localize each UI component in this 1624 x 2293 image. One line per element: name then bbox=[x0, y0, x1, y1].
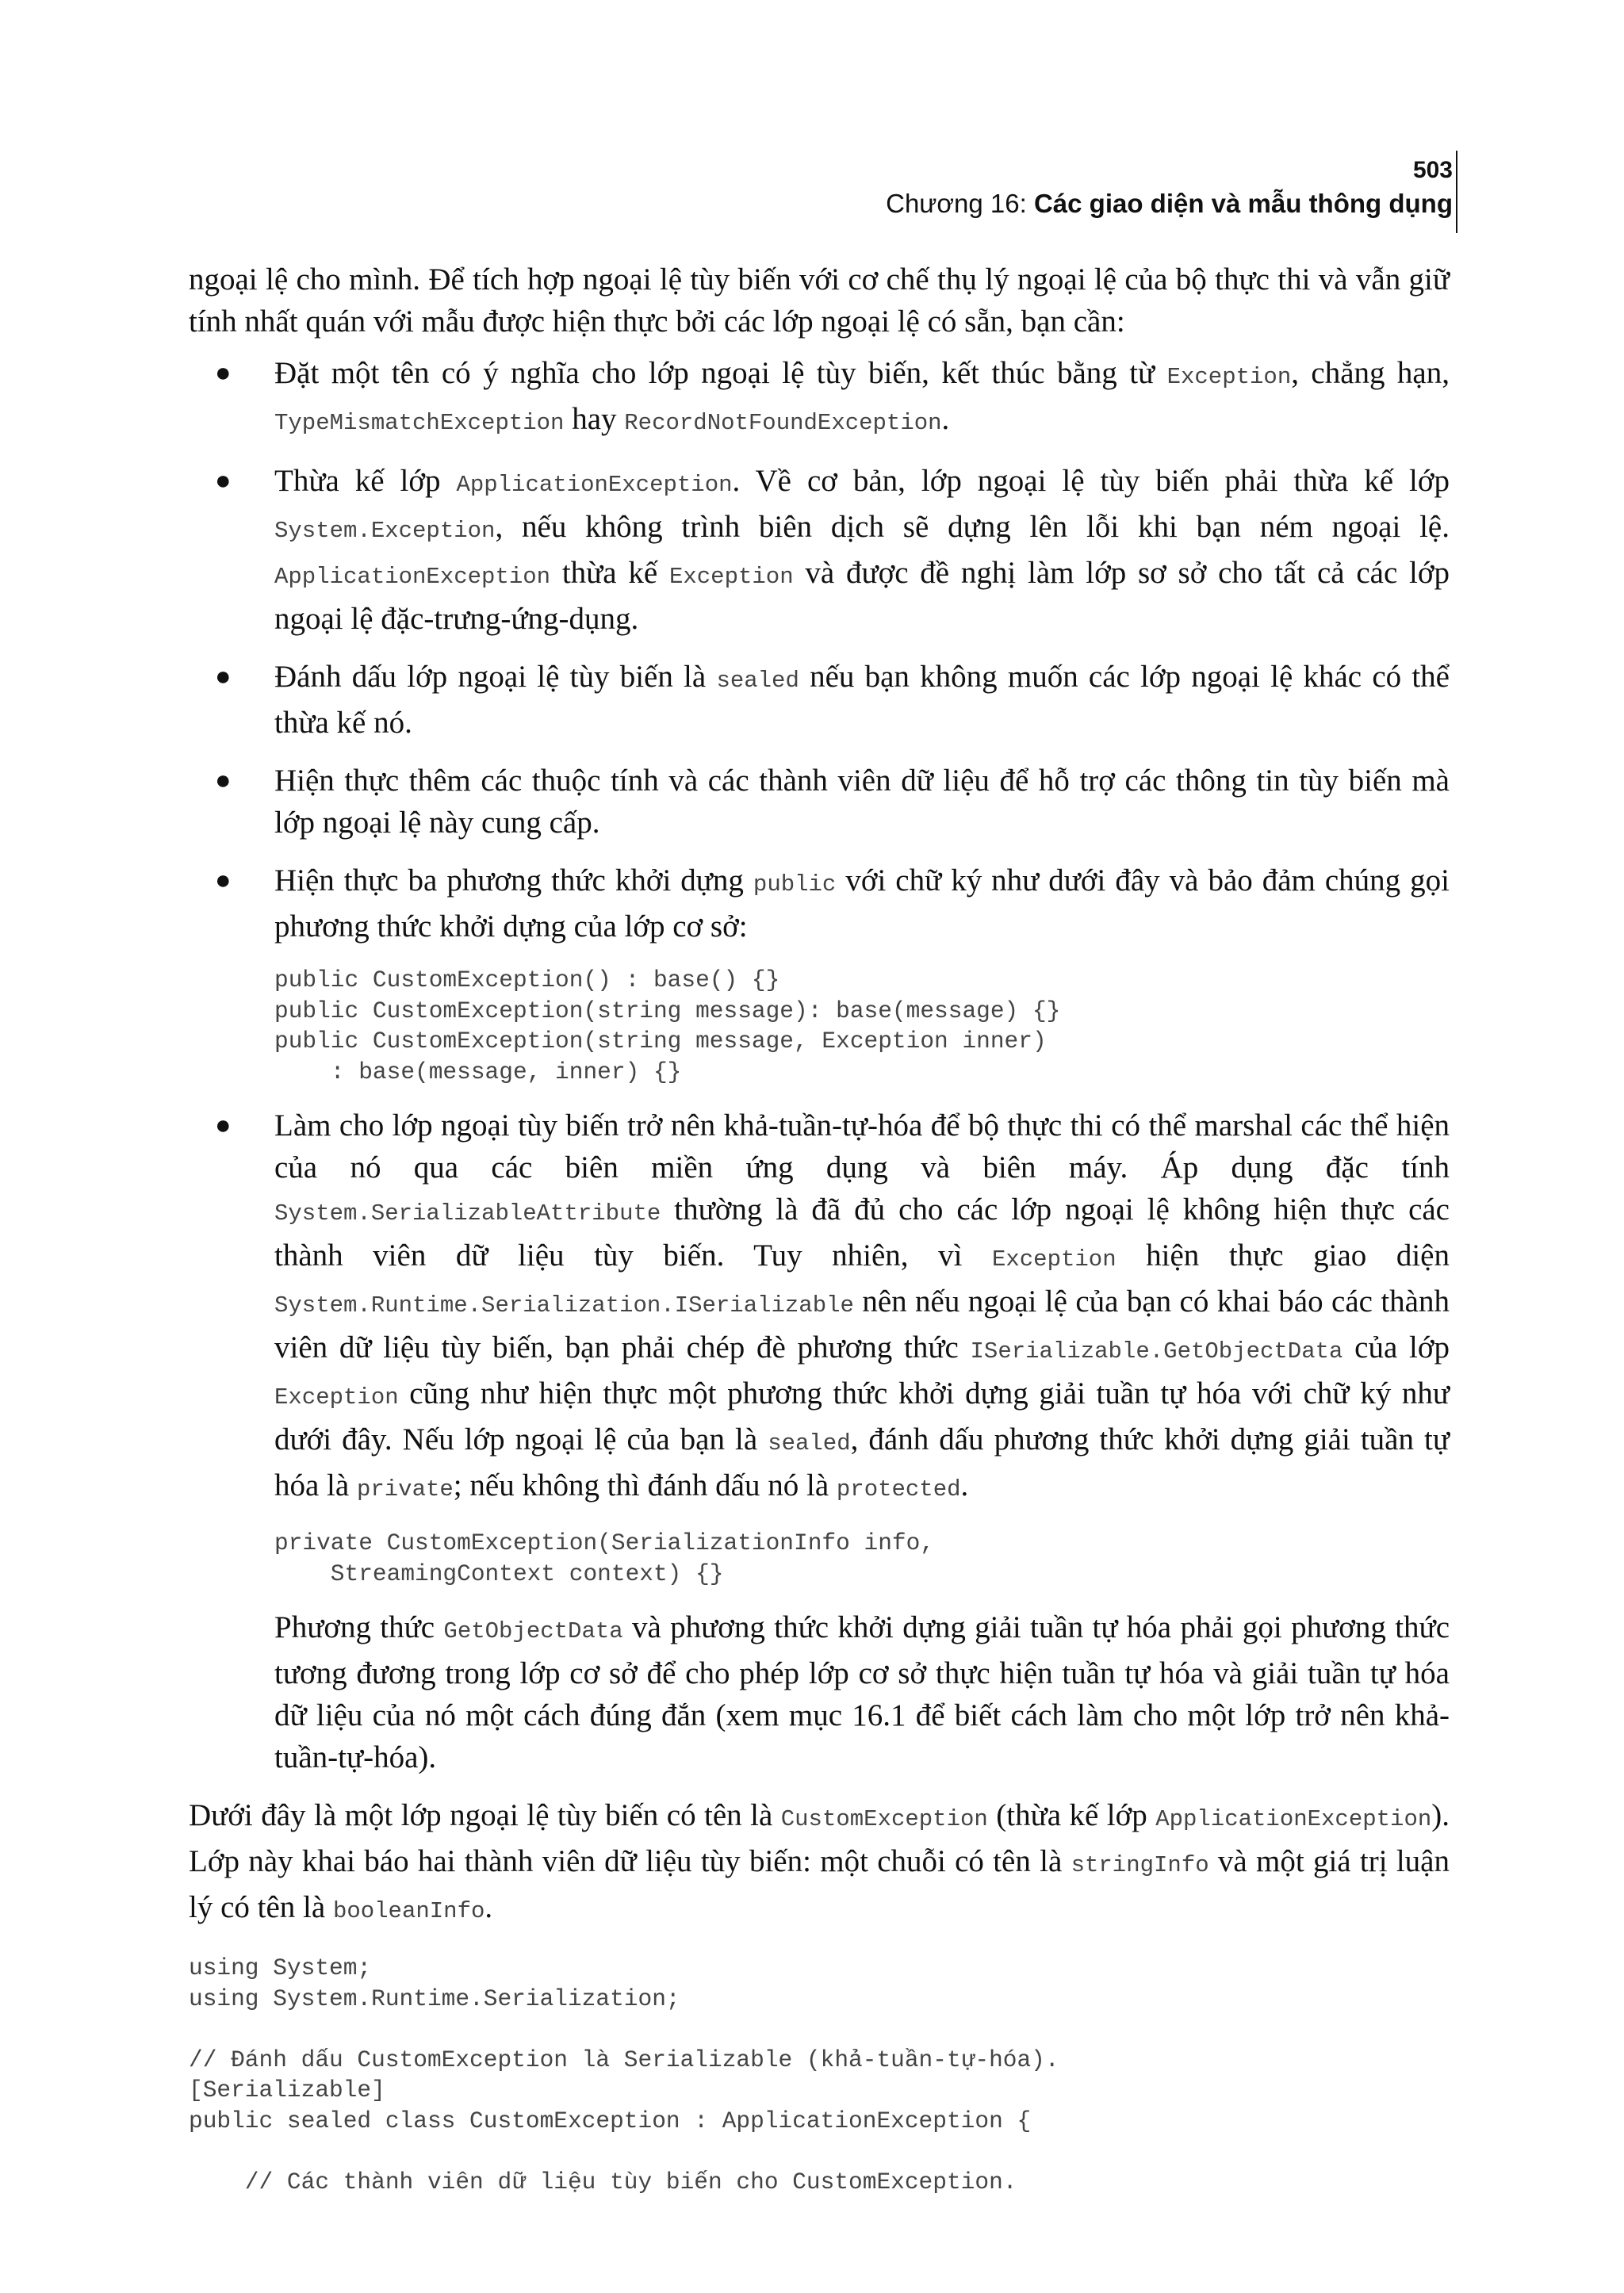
deserialization-code-block: private CustomException(SerializationInfo info, StreamingContext context) {} bbox=[274, 1529, 935, 1587]
chapter-title: Các giao diện và mẫu thông dụng bbox=[1033, 189, 1453, 218]
page-header bbox=[886, 155, 1453, 222]
list-item bbox=[189, 1104, 1450, 1778]
constructor-code-block: public CustomException() : base() {} public CustomException(string message): base(message) {} public CustomException(string message, Exception inner) : base(message, inner) {} bbox=[274, 967, 1061, 1085]
page-number: 503 bbox=[1412, 157, 1453, 183]
custom-exception-code-block: using System; using System.Runtime.Serialization; // Đánh dấu CustomException là Serializable (khả-tuần-tự-hóa). [Serializable] public sealed class CustomException : ApplicationException { // Các thành viên dữ liệu tùy biến cho CustomException. bbox=[189, 1954, 1059, 2195]
chapter-prefix: Chương 16: bbox=[886, 189, 1034, 218]
bullet-icon: ● bbox=[215, 866, 232, 895]
list-item-text: Hiện thực thêm các thuộc tính và các thành viên dữ liệu để hỗ trợ các thông tin tùy biến mà lớp ngoại lệ này cung cấp. bbox=[274, 764, 1450, 840]
bullet-icon: ● bbox=[215, 766, 232, 795]
bullet-icon: ● bbox=[215, 358, 232, 388]
list-item bbox=[189, 859, 1450, 1087]
list-item-text: Đặt một tên có ý nghĩa cho lớp ngoại lệ tùy biến, kết thúc bằng từ Exception, chẳng hạn, TypeMismatchException hay RecordNotFoundException. bbox=[274, 356, 1450, 436]
outro-paragraph: Dưới đây là một lớp ngoại lệ tùy biến có tên là CustomException (thừa kế lớp ApplicationException). Lớp này khai báo hai thành viên dữ liệu tùy biến: một chuỗi có tên là stringInfo và một giá trị luận lý có tên là booleanInfo. bbox=[189, 1798, 1450, 1924]
list-item-text: Làm cho lớp ngoại tùy biến trở nên khả-tuần-tự-hóa để bộ thực thi có thể marshal các thể hiện của nó qua các biên miền ứng dụng và biên máy. Áp dụng đặc tính System.SerializableAttribute thường là đã đủ cho các lớp ngoại lệ không hiện thực các thành viên dữ liệu tùy biến. Tuy nhiên, vì Exception hiện thực giao diện System.Runtime.Serialization.ISerializable nên nếu ngoại lệ của bạn có khai báo các thành viên dữ liệu tùy biến, bạn phải chép đè phương thức ISerializable.GetObjectData của lớp Exception cũng như hiện thực một phương thức khởi dựng giải tuần tự hóa với chữ ký như dưới đây. Nếu lớp ngoại lệ của bạn là sealed, đánh dấu phương thức khởi dựng giải tuần tự hóa là private; nếu không thì đánh dấu nó là protected. bbox=[274, 1108, 1450, 1503]
list-item-text: Thừa kế lớp ApplicationException. Về cơ bản, lớp ngoại lệ tùy biến phải thừa kế lớp System.Exception, nếu không trình biên dịch sẽ dựng lên lỗi khi bạn ném ngoại lệ. ApplicationException thừa kế Exception và được đề nghị làm lớp sơ sở cho tất cả các lớp ngoại lệ đặc-trưng-ứng-dụng. bbox=[274, 464, 1450, 636]
bullet-icon: ● bbox=[215, 662, 232, 691]
list-item bbox=[189, 460, 1450, 640]
header-vertical-rule bbox=[1456, 151, 1457, 233]
list-item bbox=[189, 656, 1450, 744]
requirement-list bbox=[189, 352, 1450, 1778]
list-item-text: Phương thức GetObjectData và phương thức khởi dựng giải tuần tự hóa phải gọi phương thức tương đương trong lớp cơ sở để cho phép lớp cơ sở thực hiện tuần tự hóa và giải tuần tự hóa dữ liệu của nó một cách đúng đắn (xem mục 16.1 để biết cách làm cho một lớp trở nên khả-tuần-tự-hóa). bbox=[274, 1610, 1450, 1774]
list-item-text: Hiện thực ba phương thức khởi dựng public với chữ ký như dưới đây và bảo đảm chúng gọi phương thức khởi dựng của lớp cơ sở: bbox=[274, 863, 1450, 944]
intro-paragraph: ngoại lệ cho mình. Để tích hợp ngoại lệ tùy biến với cơ chế thụ lý ngoại lệ của bộ thực thi và vẫn giữ tính nhất quán với mẫu được hiện thực bởi các lớp ngoại lệ có sẵn, bạn cần: bbox=[189, 262, 1450, 339]
chapter-heading bbox=[886, 186, 1453, 222]
bullet-icon: ● bbox=[215, 1111, 232, 1140]
list-item bbox=[189, 760, 1450, 844]
list-item bbox=[189, 352, 1450, 444]
page-body bbox=[189, 258, 1450, 2215]
list-item-text: Đánh dấu lớp ngoại lệ tùy biến là sealed nếu bạn không muốn các lớp ngoại lệ khác có thể thừa kế nó. bbox=[274, 660, 1450, 740]
bullet-icon: ● bbox=[215, 466, 232, 496]
